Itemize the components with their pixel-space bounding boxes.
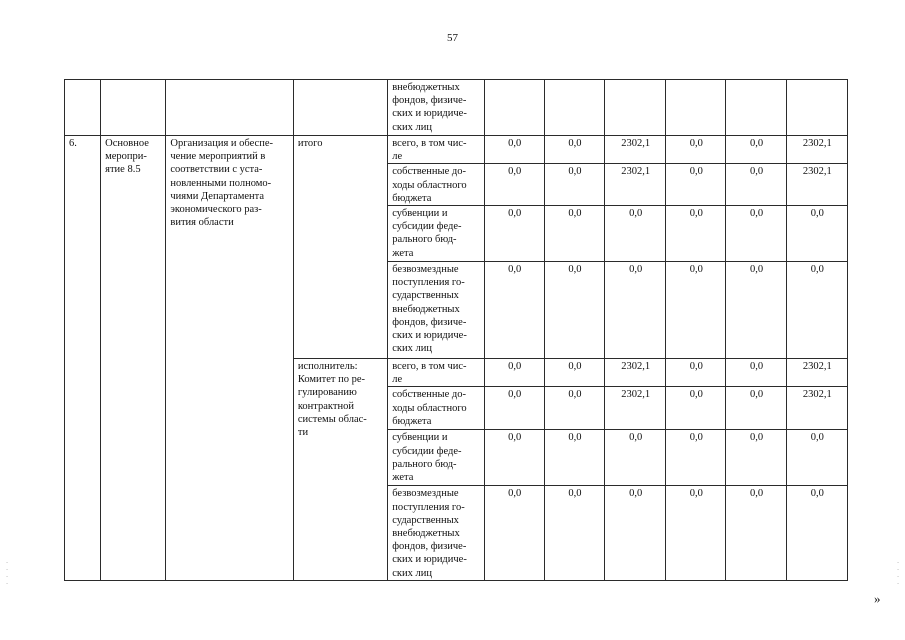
value-cell: 0,0: [484, 486, 544, 581]
value-cell: 0,0: [544, 359, 604, 387]
cell-executor-empty: [293, 80, 387, 136]
value-cell-empty: [544, 80, 604, 136]
item-description: Организация и обеспе- чение мероприятий в соответствии с уста- новленными полномо- чиями Департамента экономического раз- вития области: [166, 136, 293, 581]
cell-number-empty: [65, 80, 101, 136]
value-cell: 0,0: [726, 206, 786, 262]
value-cell: 0,0: [786, 486, 847, 581]
table-row: [65, 136, 848, 164]
item-name: Основное меропри- ятие 8.5: [101, 136, 166, 581]
cell-description-empty: [166, 80, 293, 136]
value-cell: 0,0: [666, 206, 726, 262]
funding-source-cell: собственные до- ходы областного бюджета: [388, 164, 484, 206]
table-row-continuation: [65, 80, 848, 136]
value-cell: 0,0: [666, 164, 726, 206]
value-cell: 0,0: [726, 430, 786, 486]
value-cell: 0,0: [726, 486, 786, 581]
funding-source-cell: внебюджетных фондов, физиче- ских и юридиче- ских лиц: [388, 80, 484, 136]
value-cell: 0,0: [605, 206, 666, 262]
value-cell: 0,0: [726, 262, 786, 359]
item-number: 6.: [65, 136, 101, 581]
funding-source-cell: всего, в том чис- ле: [388, 136, 484, 164]
value-cell: 0,0: [484, 430, 544, 486]
value-cell: 2302,1: [786, 164, 847, 206]
value-cell: 0,0: [666, 136, 726, 164]
value-cell-empty: [484, 80, 544, 136]
value-cell: 0,0: [605, 486, 666, 581]
funding-source-cell: безвозмездные поступления го- сударственных внебюджетных фондов, физиче- ских и юридиче- ских лиц: [388, 262, 484, 359]
value-cell: 0,0: [544, 136, 604, 164]
value-cell: 0,0: [544, 486, 604, 581]
value-cell: 0,0: [786, 430, 847, 486]
budget-table: [64, 79, 848, 581]
value-cell: 0,0: [544, 164, 604, 206]
value-cell: 0,0: [726, 164, 786, 206]
group-label: итого: [293, 136, 387, 359]
value-cell-empty: [726, 80, 786, 136]
funding-source-cell: безвозмездные поступления го- сударственных внебюджетных фондов, физиче- ских и юридиче- ских лиц: [388, 486, 484, 581]
value-cell: 2302,1: [605, 359, 666, 387]
value-cell: 2302,1: [605, 136, 666, 164]
funding-source-cell: субвенции и субсидии феде- рального бюд- жета: [388, 430, 484, 486]
value-cell: 0,0: [666, 387, 726, 430]
value-cell-empty: [605, 80, 666, 136]
value-cell: 2302,1: [605, 164, 666, 206]
value-cell: 0,0: [786, 262, 847, 359]
value-cell: 0,0: [726, 387, 786, 430]
value-cell-empty: [786, 80, 847, 136]
value-cell: 0,0: [484, 136, 544, 164]
group-label: исполнитель: Комитет по ре- гулированию контрактной системы облас- ти: [293, 359, 387, 581]
value-cell: 0,0: [666, 430, 726, 486]
cell-name-empty: [101, 80, 166, 136]
scan-edge-marks-left: · · · ·: [5, 559, 9, 588]
value-cell: 0,0: [484, 262, 544, 359]
value-cell: 0,0: [666, 486, 726, 581]
value-cell: 0,0: [666, 262, 726, 359]
value-cell: 0,0: [544, 430, 604, 486]
value-cell-empty: [666, 80, 726, 136]
value-cell: 0,0: [544, 262, 604, 359]
funding-source-cell: субвенции и субсидии феде- рального бюд- жета: [388, 206, 484, 262]
value-cell: 0,0: [726, 136, 786, 164]
value-cell: 0,0: [484, 164, 544, 206]
value-cell: 0,0: [605, 430, 666, 486]
page-number: 57: [447, 32, 458, 44]
value-cell: 0,0: [544, 387, 604, 430]
scan-edge-marks-right: · · · ·: [896, 559, 900, 588]
funding-source-cell: собственные до- ходы областного бюджета: [388, 387, 484, 430]
value-cell: 0,0: [605, 262, 666, 359]
value-cell: 0,0: [544, 206, 604, 262]
continuation-mark: »: [874, 591, 881, 606]
value-cell: 0,0: [484, 206, 544, 262]
value-cell: 0,0: [666, 359, 726, 387]
value-cell: 0,0: [786, 206, 847, 262]
value-cell: 2302,1: [786, 359, 847, 387]
value-cell: 2302,1: [786, 387, 847, 430]
value-cell: 0,0: [484, 359, 544, 387]
value-cell: 2302,1: [786, 136, 847, 164]
value-cell: 0,0: [726, 359, 786, 387]
value-cell: 0,0: [484, 387, 544, 430]
value-cell: 2302,1: [605, 387, 666, 430]
funding-source-cell: всего, в том чис- ле: [388, 359, 484, 387]
